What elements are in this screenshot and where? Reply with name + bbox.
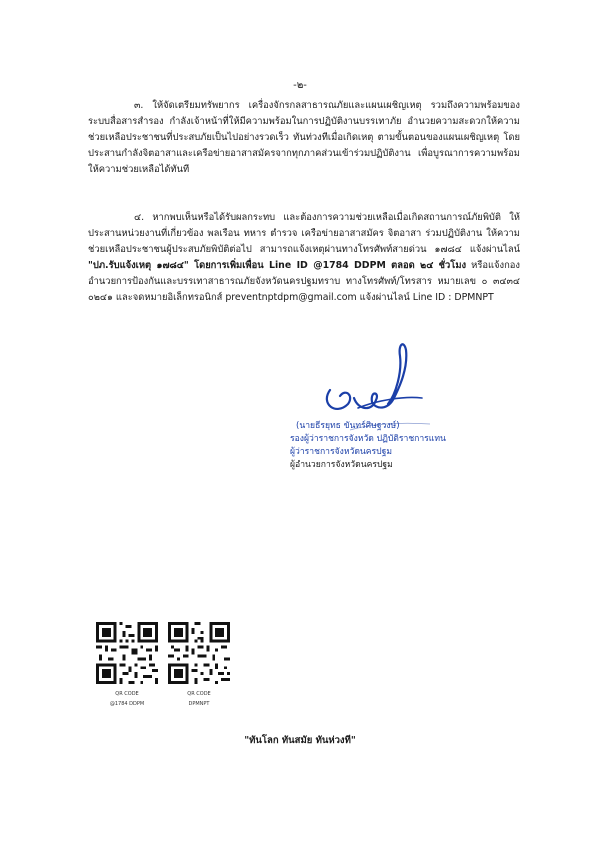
page-number: -๒- (293, 80, 307, 91)
paragraph-4 (88, 210, 520, 306)
paragraph-4-text-b: หรือแจ้งกองอำนวยการป้องกันและบรรเทาสาธารณภัยจังหวัดนครปฐมทราบ ทางโทรศัพท์/โทรสาร หมายเลข ๐ ๓๔๓๔ ๐๒๔๑ และจดหมายอิเล็กทรอนิกส์ preventnptdpm@gmail.com แจ้งผ่านไลน์ Line ID : DPMNPT (88, 260, 520, 303)
slogan: "ทันโลก ทันสมัย ทันห่วงที" (244, 735, 356, 746)
signatory-name: (นายธีรยุทธ ขันทร์ศิษฐวงษ์) (296, 421, 400, 431)
qr-caption-id: @1784 DDPM (109, 701, 145, 707)
signatory-position-1: รองผู้ว่าราชการจังหวัด ปฏิบัติราชการแทน (290, 434, 446, 444)
qr-code-icon (168, 622, 230, 684)
signatory-position-2: ผู้ว่าราชการจังหวัดนครปฐม (290, 447, 393, 457)
signatory-position-3: ผู้อำนวยการจังหวัดนครปฐม (290, 460, 393, 470)
qr-code-icon (96, 622, 158, 684)
paragraph-3: ๓. ให้จัดเตรียมทรัพยากร เครื่องจักรกลสาธารณภัยและแผนเผชิญเหตุ รวมถึงความพร้อมของระบบสื่อสารสำรอง กำลังเจ้าหน้าที่ให้มีความพร้อมในการปฏิบัติงานบรรเทาภัย อำนวยความสะดวกให้ความช่วยเหลือประชาชนที่ประสบภัยเป็นไปอย่างรวดเร็ว ทันท่วงทีเมื่อเกิดเหตุ ตามขั้นตอนของแผนเผชิญเหตุ โดยประสานกำลังจิตอาสาและเครือข่ายอาสาสมัครจากทุกภาคส่วนเข้าร่วมปฏิบัติงาน เพื่อบูรณาการความพร้อมให้ความช่วยเหลือได้ทันที (88, 100, 520, 175)
qr-code-dpmnpt (168, 622, 230, 708)
qr-caption-title: QR CODE (187, 691, 211, 697)
qr-code-1784-ddpm (96, 622, 158, 708)
signature-block (290, 420, 490, 472)
paragraph-4-text-a: ๔. หากพบเห็นหรือได้รับผลกระทบ และต้องการความช่วยเหลือเมื่อเกิดสถานการณ์ภัยพิบัติ ให้ประสานหน่วยงานที่เกี่ยวข้อง พลเรือน ทหาร ตำรวจ เครือข่ายอาสาสมัคร จิตอาสา ร่วมปฏิบัติงาน ให้ความช่วยเหลือประชาชนผู้ประสบภัยพิบัติต่อไป สามารถแจ้งเหตุผ่านทางโทรศัพท์สายด่วน ๑๗๘๔ แจ้งผ่านไลน์ (88, 212, 520, 255)
qr-caption-title: QR CODE (115, 691, 139, 697)
qr-caption-id: DPMNPT (188, 701, 210, 707)
paragraph-4-line-contact: "ปภ.รับแจ้งเหตุ ๑๗๘๔" โดยการเพิ่มเพื่อน Line ID @1784 DDPM ตลอด ๒๔ ชั่วโมง (88, 260, 467, 271)
